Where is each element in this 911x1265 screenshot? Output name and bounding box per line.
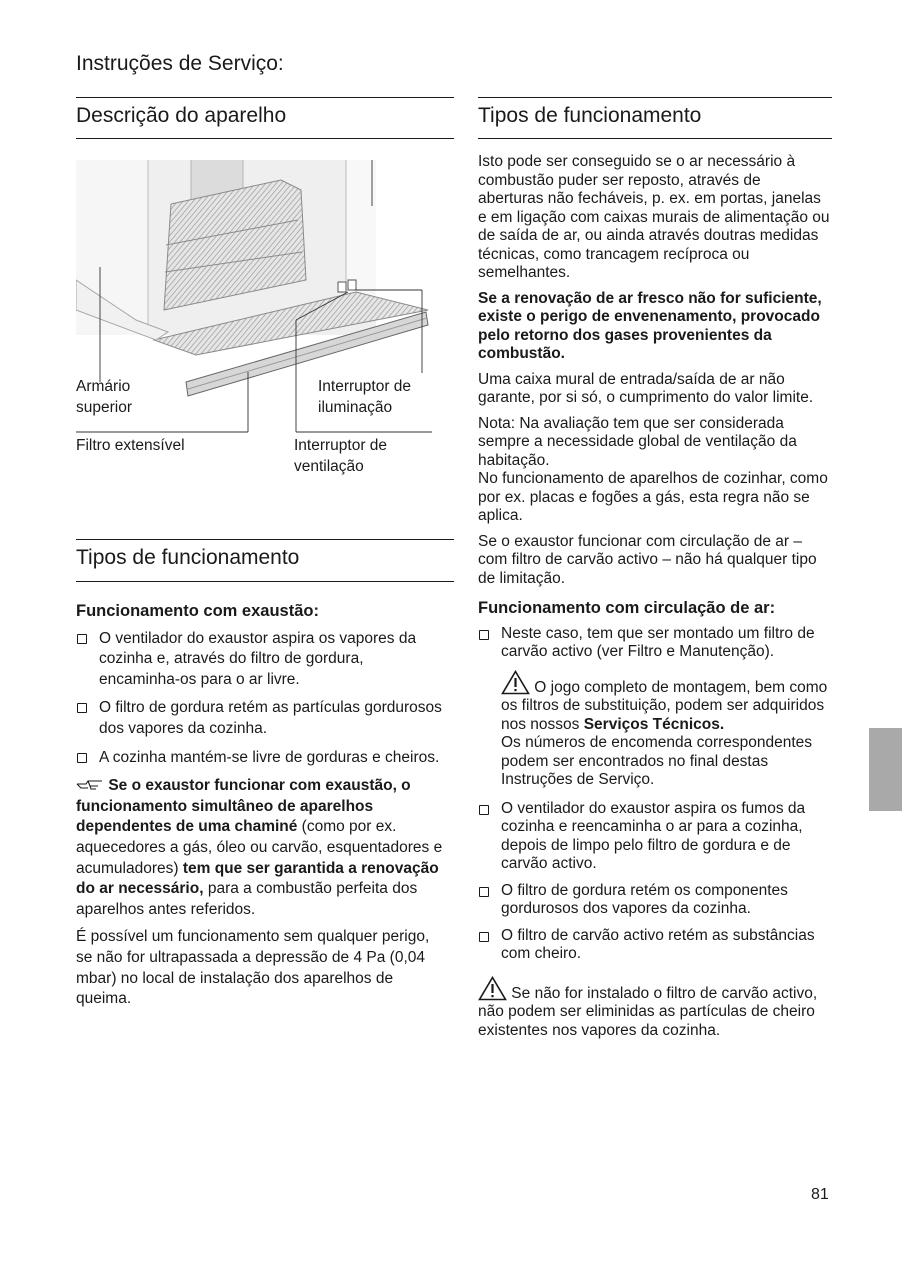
list-item-text: O ventilador do exaustor aspira os fumos da cozinha e reencaminha o ar para a cozinha, depois de limpo pelo filtro de gordura e de carvão activo. bbox=[501, 799, 806, 872]
label-line: iluminação bbox=[318, 399, 393, 416]
section-rule bbox=[76, 539, 454, 540]
list-item-text: A cozinha mantém-se livre de gorduras e cheiros. bbox=[99, 748, 440, 766]
left-column-text bbox=[76, 601, 446, 1017]
language-thumb-tab bbox=[869, 728, 902, 811]
note-bold-text: tem que ser garantida a renovação do ar necessário, bbox=[76, 859, 439, 898]
checkbox-bullet-icon bbox=[479, 932, 489, 942]
danger-paragraph: Se a renovação de ar fresco não for suficiente, existe o perigo de envenenamento, provocado pelo retorno dos gases provenientes da combustão. bbox=[478, 289, 822, 362]
section-title-operation-right: Tipos de funcionamento bbox=[478, 104, 702, 127]
note-text: para a combustão perfeita dos aparelhos antes referidos. bbox=[76, 880, 418, 918]
warning-text: Os números de encomenda correspondentes podem ser encontrados no final destas Instruções de Serviço. bbox=[501, 734, 813, 788]
label-line: Armário bbox=[76, 378, 131, 395]
section-title-operation-left: Tipos de funcionamento bbox=[76, 546, 300, 569]
list-item-text: O filtro de gordura retém os componentes gordurosos dos vapores da cozinha. bbox=[501, 881, 788, 917]
label-upper-cabinet bbox=[76, 376, 132, 418]
paragraph-text: Nota: Na avaliação tem que ser considerada sempre a necessidade global de ventilação da habitação. bbox=[478, 414, 797, 469]
list-item-text: Neste caso, tem que ser montado um filtro de carvão activo (ver Filtro e Manutenção). bbox=[501, 624, 815, 660]
note-text: (como por ex. aquecedores a gás, óleo ou carvão, esquentadores e acumuladores) bbox=[76, 818, 443, 877]
paragraph: Isto pode ser conseguido se o ar necessário à combustão puder ser reposto, através de aberturas não fecháveis, p. ex. em portas, janelas e em ligação com caixas murais de alimentação ou de saída de ar, ou ainda através doutras medidas técnicas, como trancagem recíproca ou semelhantes. bbox=[478, 153, 830, 281]
paragraph: Uma caixa mural de entrada/saída de ar não garante, por si só, o cumprimento do valor limite. bbox=[478, 370, 814, 406]
list-item bbox=[76, 629, 446, 691]
label-light-switch bbox=[318, 376, 411, 418]
checkbox-bullet-icon bbox=[77, 634, 87, 644]
exhaust-heading: Funcionamento com exaustão: bbox=[76, 602, 319, 620]
checkbox-bullet-icon bbox=[479, 630, 489, 640]
warning-triangle-icon bbox=[478, 976, 507, 1001]
label-line: superior bbox=[76, 399, 132, 416]
label-extendable-filter: Filtro extensível bbox=[76, 437, 185, 454]
list-item-text: O filtro de carvão activo retém as substâncias com cheiro. bbox=[501, 926, 815, 962]
page-number: 81 bbox=[811, 1186, 829, 1203]
paragraph-text: No funcionamento de aparelhos de cozinhar, como por ex. placas e fogões a gás, esta regra não se aplica. bbox=[478, 470, 828, 524]
page-title: Instruções de Serviço: bbox=[76, 52, 284, 75]
list-item bbox=[76, 698, 446, 739]
recirculation-bullet-list bbox=[478, 625, 830, 662]
pressure-paragraph: É possível um funcionamento sem qualquer perigo, se não for ultrapassada a depressão de 4 Pa (0,04 mbar) no local de instalação dos aparelhos de queima. bbox=[76, 928, 430, 1008]
checkbox-bullet-icon bbox=[77, 753, 87, 763]
warning-paragraph bbox=[478, 976, 830, 1041]
list-item-text: O ventilador do exaustor aspira os vapores da cozinha e, através do filtro de gordura, encaminha-os para o ar livre. bbox=[99, 629, 417, 688]
checkbox-bullet-icon bbox=[77, 703, 87, 713]
list-item bbox=[478, 927, 830, 964]
warning-callout bbox=[478, 670, 830, 790]
paragraph: Se o exaustor funcionar com circulação de ar – com filtro de carvão activo – não há qualquer tipo de limitação. bbox=[478, 532, 817, 587]
list-item bbox=[478, 625, 830, 662]
exhaust-bullet-list bbox=[76, 629, 446, 769]
chimney-note bbox=[76, 776, 446, 920]
paragraph bbox=[478, 415, 830, 526]
warning-text: O jogo completo de montagem, bem como os filtros de substituição, podem ser adquiridos nos nossos bbox=[501, 678, 828, 733]
section-rule bbox=[76, 97, 454, 98]
list-item-text: O filtro de gordura retém as partículas gordurosos dos vapores da cozinha. bbox=[99, 699, 442, 737]
pointing-hand-icon bbox=[76, 777, 104, 790]
checkbox-bullet-icon bbox=[479, 805, 489, 815]
section-rule bbox=[478, 97, 832, 98]
note-bold-text: Se o exaustor funcionar com exaustão, o funcionamento simultâneo de aparelhos dependentes de uma chaminé bbox=[76, 777, 411, 836]
list-item bbox=[76, 748, 446, 769]
section-rule bbox=[76, 138, 454, 139]
recirculation-heading: Funcionamento com circulação de ar: bbox=[478, 599, 776, 617]
recirculation-bullet-list bbox=[478, 800, 830, 964]
list-item bbox=[478, 882, 830, 919]
section-rule bbox=[478, 138, 832, 139]
list-item bbox=[478, 800, 830, 874]
section-rule bbox=[76, 581, 454, 582]
warning-text: Se não for instalado o filtro de carvão activo, não podem ser eliminidas as partículas de cheiro existentes nos vapores da cozinha. bbox=[478, 984, 818, 1039]
label-line: Interruptor de bbox=[294, 437, 388, 454]
section-title-description: Descrição do aparelho bbox=[76, 104, 287, 127]
right-column-text bbox=[478, 153, 830, 1047]
checkbox-bullet-icon bbox=[479, 887, 489, 897]
label-fan-switch bbox=[294, 435, 387, 477]
warning-triangle-icon bbox=[501, 670, 530, 695]
service-link-text: Serviços Técnicos. bbox=[583, 715, 725, 733]
label-line: ventilação bbox=[294, 458, 364, 475]
label-line: Interruptor de bbox=[318, 378, 412, 395]
